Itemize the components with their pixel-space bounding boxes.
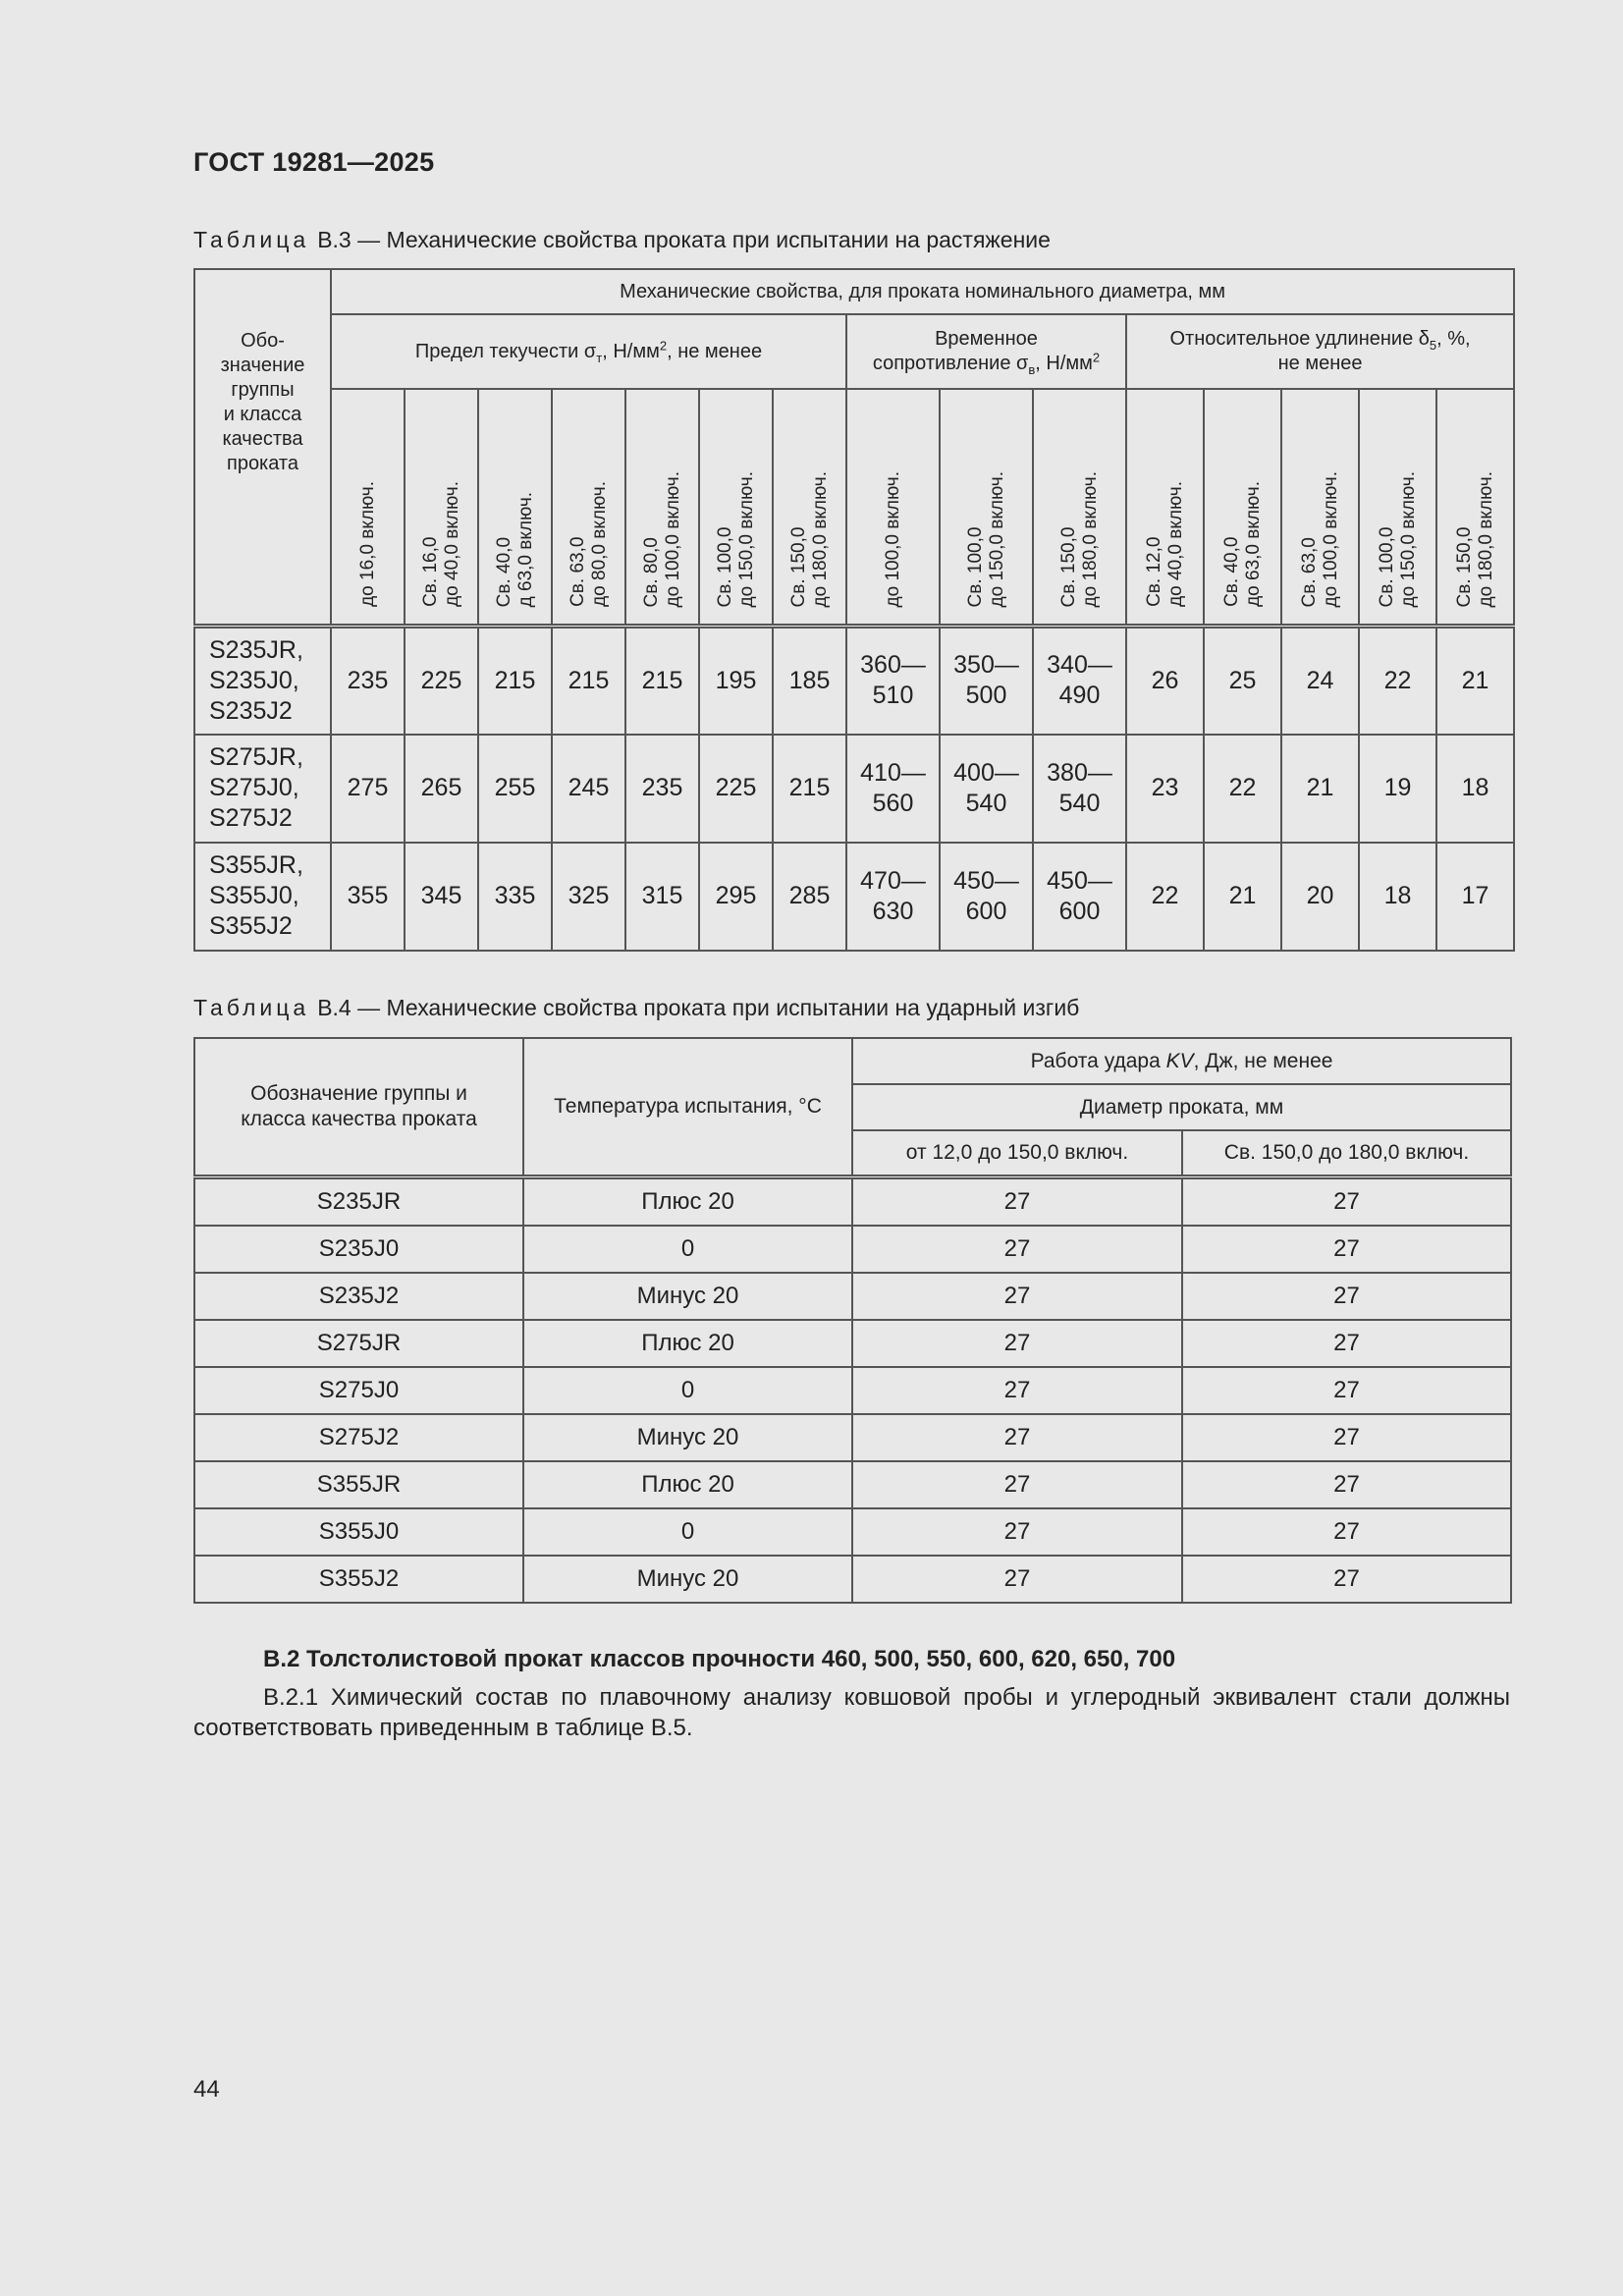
table-b3: [193, 268, 1515, 952]
diameter-subcolumn-header: Св. 150,0 до 180,0 включ.: [1033, 389, 1126, 627]
elongation-header: Относительное удлинение $\delta_5$, %, не менее: [1126, 314, 1514, 389]
impact-value-cell: 27: [1182, 1414, 1511, 1461]
value-cell: 350— 500: [940, 627, 1033, 735]
grade-cell: S355J0: [194, 1508, 523, 1556]
impact-value-cell: 27: [852, 1367, 1182, 1414]
section-title: В.2 Толстолистовой прокат классов прочности 460, 500, 550, 600, 620, 650, 700: [263, 1646, 1176, 1672]
value-cell: 325: [552, 843, 625, 951]
value-cell: 315: [625, 843, 699, 951]
value-cell: 470— 630: [846, 843, 940, 951]
value-cell: 275: [331, 735, 405, 843]
table-row: [194, 1320, 1511, 1367]
table-row: [194, 735, 1514, 843]
value-cell: 20: [1281, 843, 1359, 951]
value-cell: 24: [1281, 627, 1359, 735]
diameter-subcolumn-header: Св. 63,0 до 80,0 включ.: [552, 389, 625, 627]
caption-label: Таблица: [193, 995, 310, 1020]
diameter-subcolumn-header: до 100,0 включ.: [846, 389, 940, 627]
diameter-subcolumn-header: до 16,0 включ.: [331, 389, 405, 627]
value-cell: 255: [478, 735, 552, 843]
temperature-cell: 0: [523, 1508, 852, 1556]
mechanical-properties-header: Механические свойства, для проката номинального диаметра, мм: [331, 269, 1514, 314]
value-cell: 22: [1359, 627, 1436, 735]
grade-cell: S235JR: [194, 1176, 523, 1226]
value-cell: 285: [773, 843, 846, 951]
value-cell: 215: [625, 627, 699, 735]
impact-value-cell: 27: [852, 1176, 1182, 1226]
diameter-subcolumn-header: Св. 12,0 до 40,0 включ.: [1126, 389, 1204, 627]
diameter-subcolumn-header: Св. 100,0 до 150,0 включ.: [1359, 389, 1436, 627]
grade-cell: S275JR: [194, 1320, 523, 1367]
grade-cell: S355JR, S355J0, S355J2: [194, 843, 331, 951]
value-cell: 225: [699, 735, 773, 843]
value-cell: 22: [1126, 843, 1204, 951]
grade-cell: S235J0: [194, 1226, 523, 1273]
diameter-range-2-header: Св. 150,0 до 180,0 включ.: [1182, 1130, 1511, 1176]
grade-cell: S355J2: [194, 1556, 523, 1603]
grade-cell: S235J2: [194, 1273, 523, 1320]
value-cell: 235: [331, 627, 405, 735]
table-row: [194, 1367, 1511, 1414]
grade-cell: S275J0: [194, 1367, 523, 1414]
table-row: [194, 1176, 1511, 1226]
impact-energy-header: Работа удара KV, Дж, не менее: [852, 1038, 1511, 1084]
diameter-subcolumn-header: Св. 150,0 до 180,0 включ.: [773, 389, 846, 627]
value-cell: 215: [552, 627, 625, 735]
diameter-subcolumn-header: Св. 150,0 до 180,0 включ.: [1436, 389, 1514, 627]
impact-value-cell: 27: [1182, 1176, 1511, 1226]
value-cell: 360— 510: [846, 627, 940, 735]
diameter-header: Диаметр проката, мм: [852, 1084, 1511, 1130]
value-cell: 410— 560: [846, 735, 940, 843]
table-b4: [193, 1037, 1512, 1604]
value-cell: 195: [699, 627, 773, 735]
impact-value-cell: 27: [1182, 1508, 1511, 1556]
temperature-cell: Плюс 20: [523, 1176, 852, 1226]
designation-header: Обозначение группы и класса качества проката: [194, 1038, 523, 1176]
table-row: [194, 1414, 1511, 1461]
designation-header: Обо- значение группы и класса качества проката: [194, 269, 331, 627]
value-cell: 340— 490: [1033, 627, 1126, 735]
table-row: [194, 1273, 1511, 1320]
section-paragraph: В.2.1 Химический состав по плавочному анализу ковшовой пробы и углеродный эквивалент стали должны соответствовать приведенным в таблице В.5.: [193, 1684, 1510, 1741]
table-row: [194, 1461, 1511, 1508]
impact-value-cell: 27: [1182, 1273, 1511, 1320]
diameter-subcolumn-header: Св. 16,0 до 40,0 включ.: [405, 389, 478, 627]
impact-value-cell: 27: [1182, 1461, 1511, 1508]
impact-value-cell: 27: [852, 1508, 1182, 1556]
value-cell: 295: [699, 843, 773, 951]
tensile-strength-header: Временное сопротивление $\sigma_в$, $Н/мм^2$: [846, 314, 1126, 389]
grade-cell: S275J2: [194, 1414, 523, 1461]
table-b3-caption: [193, 227, 1051, 253]
temperature-cell: Плюс 20: [523, 1320, 852, 1367]
impact-value-cell: 27: [852, 1226, 1182, 1273]
impact-value-cell: 27: [1182, 1320, 1511, 1367]
diameter-subcolumn-header: Св. 80,0 до 100,0 включ.: [625, 389, 699, 627]
value-cell: 225: [405, 627, 478, 735]
temperature-cell: Плюс 20: [523, 1461, 852, 1508]
value-cell: 26: [1126, 627, 1204, 735]
value-cell: 21: [1436, 627, 1514, 735]
diameter-subcolumn-header: Св. 40,0 д 63,0 включ.: [478, 389, 552, 627]
caption-text: В.3 — Механические свойства проката при испытании на растяжение: [317, 227, 1051, 252]
temperature-cell: Минус 20: [523, 1414, 852, 1461]
impact-value-cell: 27: [852, 1320, 1182, 1367]
table-row: [194, 843, 1514, 951]
grade-cell: S235JR, S235J0, S235J2: [194, 627, 331, 735]
grade-cell: S355JR: [194, 1461, 523, 1508]
value-cell: 245: [552, 735, 625, 843]
impact-value-cell: 27: [1182, 1226, 1511, 1273]
impact-value-cell: 27: [852, 1461, 1182, 1508]
impact-value-cell: 27: [1182, 1556, 1511, 1603]
temperature-cell: Минус 20: [523, 1273, 852, 1320]
value-cell: 450— 600: [940, 843, 1033, 951]
diameter-subcolumn-header: Св. 40,0 до 63,0 включ.: [1204, 389, 1281, 627]
value-cell: 380— 540: [1033, 735, 1126, 843]
caption-label: Таблица: [193, 227, 310, 252]
table-row: [194, 1556, 1511, 1603]
value-cell: 355: [331, 843, 405, 951]
value-cell: 18: [1436, 735, 1514, 843]
diameter-subcolumn-header: Св. 63,0 до 100,0 включ.: [1281, 389, 1359, 627]
value-cell: 17: [1436, 843, 1514, 951]
value-cell: 450— 600: [1033, 843, 1126, 951]
value-cell: 23: [1126, 735, 1204, 843]
value-cell: 400— 540: [940, 735, 1033, 843]
impact-value-cell: 27: [852, 1556, 1182, 1603]
diameter-subcolumn-header: Св. 100,0 до 150,0 включ.: [940, 389, 1033, 627]
impact-value-cell: 27: [1182, 1367, 1511, 1414]
value-cell: 21: [1204, 843, 1281, 951]
value-cell: 335: [478, 843, 552, 951]
value-cell: 25: [1204, 627, 1281, 735]
page-number: 44: [193, 2076, 220, 2103]
table-b4-caption: [193, 995, 1079, 1021]
grade-cell: S275JR, S275J0, S275J2: [194, 735, 331, 843]
temperature-cell: 0: [523, 1226, 852, 1273]
diameter-subcolumn-header: Св. 100,0 до 150,0 включ.: [699, 389, 773, 627]
caption-text: В.4 — Механические свойства проката при испытании на ударный изгиб: [317, 995, 1080, 1020]
value-cell: 265: [405, 735, 478, 843]
temperature-cell: Минус 20: [523, 1556, 852, 1603]
document-header: ГОСТ 19281—2025: [193, 147, 435, 177]
value-cell: 215: [773, 735, 846, 843]
impact-value-cell: 27: [852, 1414, 1182, 1461]
temperature-header: Температура испытания, °С: [523, 1038, 852, 1176]
value-cell: 235: [625, 735, 699, 843]
yield-strength-header: Предел текучести $\sigma_т$, $Н/мм^2$, не менее: [331, 314, 846, 389]
value-cell: 215: [478, 627, 552, 735]
diameter-range-1-header: от 12,0 до 150,0 включ.: [852, 1130, 1182, 1176]
temperature-cell: 0: [523, 1367, 852, 1414]
impact-value-cell: 27: [852, 1273, 1182, 1320]
value-cell: 185: [773, 627, 846, 735]
value-cell: 345: [405, 843, 478, 951]
value-cell: 18: [1359, 843, 1436, 951]
table-row: [194, 1508, 1511, 1556]
table-row: [194, 1226, 1511, 1273]
value-cell: 19: [1359, 735, 1436, 843]
table-row: [194, 627, 1514, 735]
value-cell: 21: [1281, 735, 1359, 843]
value-cell: 22: [1204, 735, 1281, 843]
